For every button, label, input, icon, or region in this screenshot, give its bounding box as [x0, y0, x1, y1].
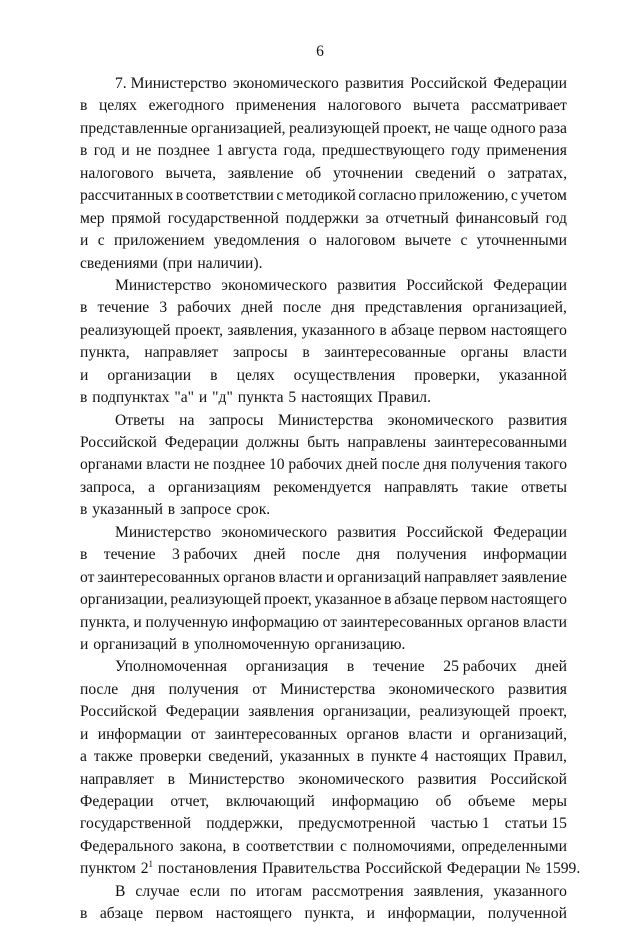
word: с [510, 187, 518, 205]
word: организациям [168, 478, 261, 496]
text-line [80, 522, 567, 544]
word: в [302, 344, 310, 362]
text-line [80, 858, 581, 880]
word: Российской [410, 75, 488, 92]
word: дня [423, 456, 447, 474]
word: дней [241, 299, 273, 317]
word: в [379, 321, 387, 339]
word: в [167, 770, 175, 788]
word: течение [372, 658, 425, 676]
word: Российской [406, 523, 484, 541]
word: проект, [383, 119, 432, 137]
word: реализующей [80, 321, 171, 339]
word: Федерации [493, 523, 567, 541]
word: целях [236, 366, 275, 384]
word: первом [155, 905, 204, 923]
word: дня [331, 299, 355, 317]
word: согласно [358, 187, 417, 205]
word: пункте 4 [370, 748, 429, 766]
word: информации [97, 725, 182, 743]
word: указанного [301, 321, 376, 339]
word: позднее [213, 456, 266, 474]
word: и [121, 142, 130, 160]
word: запросы [233, 344, 288, 362]
word: такие [471, 478, 509, 496]
word: сведений [414, 164, 476, 182]
word: экономического [388, 680, 495, 698]
word: организацией, [472, 299, 567, 317]
word: Федерации [493, 276, 567, 294]
word: закона, [179, 837, 227, 855]
word: пунктом $2^1$ постановления Правительства Российской Федерации № 1599. [80, 859, 581, 878]
word: в [175, 187, 184, 205]
word: органов [466, 613, 520, 631]
word: поддержки, [206, 815, 284, 833]
word: Федерации [493, 75, 567, 92]
word: проверки, [414, 366, 480, 384]
word: представления [364, 299, 463, 317]
word: полученную [145, 613, 228, 631]
word: на [179, 411, 195, 429]
word: пункта, [80, 613, 130, 631]
word: пункта, [80, 344, 130, 362]
word: Ответы [115, 411, 165, 429]
word: соответствии [185, 187, 274, 205]
word: организаций [337, 568, 421, 586]
word: в указанный в запросе срок. [80, 501, 271, 519]
word: год [545, 209, 567, 227]
word: реализующей [289, 119, 380, 137]
word: и [133, 613, 142, 631]
word: Правил, [513, 748, 567, 766]
text-line [80, 387, 567, 409]
word: в [80, 142, 88, 160]
text-line [80, 746, 567, 768]
word: первом [438, 321, 487, 339]
word: уведомления [213, 232, 300, 250]
text-line [80, 163, 567, 185]
word: налогового [80, 164, 154, 182]
text-line [80, 320, 567, 342]
word: полномочиями, [353, 837, 456, 855]
word: и [461, 725, 470, 743]
word: сведениями (при наличии). [80, 254, 263, 272]
document-body [80, 73, 581, 926]
word: меры [531, 793, 567, 810]
word: Российской [80, 434, 157, 451]
word: экономического [221, 276, 328, 294]
word: органов [223, 568, 276, 586]
word: развития [508, 680, 567, 698]
word: частью 1 [430, 815, 490, 833]
word: приложению, [418, 187, 509, 205]
word: заинтересованных [97, 568, 220, 586]
paragraph [80, 275, 567, 410]
word: указанных [279, 748, 350, 766]
word: 3 [159, 299, 168, 317]
word: после [80, 680, 119, 698]
word: рекомендуется [273, 478, 372, 496]
word: органами [80, 456, 143, 474]
word: за [365, 209, 379, 227]
word: также [93, 748, 133, 766]
word: в [356, 748, 365, 766]
word: должны [246, 434, 300, 451]
word: в [346, 658, 355, 676]
word: 7. Министерство [115, 75, 227, 92]
word: направляет [80, 770, 154, 788]
word: году [451, 142, 481, 160]
word: с [97, 232, 105, 250]
word: и [80, 366, 89, 384]
word: мер [80, 209, 105, 227]
word: если [189, 882, 220, 900]
text-line [80, 275, 567, 297]
word: целях [98, 97, 137, 115]
word: получения [396, 546, 467, 564]
word: ежегодного [148, 97, 225, 115]
word: организацией, [191, 119, 286, 137]
word: полученной [487, 905, 567, 923]
word: отчетный [385, 209, 449, 227]
word: власти [523, 613, 567, 631]
word: органов [346, 725, 399, 743]
word: 25 рабочих [443, 658, 517, 676]
word: с [460, 232, 468, 250]
text-line [80, 365, 567, 387]
word: Уполномоченная [115, 658, 228, 676]
word: случае [135, 882, 180, 900]
word: уточнении [333, 164, 404, 182]
word: 10 [268, 456, 285, 474]
word: абзаце [391, 321, 435, 339]
word: после [302, 546, 341, 564]
text-line [80, 410, 567, 432]
word: быть [307, 434, 340, 451]
word: развития [345, 75, 404, 92]
word: прямой [111, 209, 161, 227]
word: не [136, 142, 152, 160]
word: после [283, 299, 322, 317]
word: такого [524, 456, 567, 474]
word: и [325, 568, 335, 586]
word: Министерство [188, 770, 285, 788]
word: запросы [208, 411, 264, 429]
text-line [80, 813, 567, 835]
word: приложением [113, 232, 205, 250]
word: заинтересованными [434, 434, 567, 451]
word: рассматривает [471, 97, 567, 115]
paragraph [80, 881, 567, 926]
word: предшествующего [321, 142, 445, 160]
text-line [80, 297, 567, 319]
text-line [80, 544, 567, 566]
word: учетом [520, 187, 567, 205]
word: об [435, 793, 452, 810]
word: течение [97, 299, 150, 317]
word: направляет [424, 568, 499, 586]
word: Федерации [165, 703, 240, 721]
word: организация [245, 658, 329, 676]
word: запроса, [80, 478, 136, 496]
word: настоящего [490, 321, 567, 339]
word: затратах, [507, 164, 567, 182]
word: позднее [157, 142, 210, 160]
word: экономического [221, 523, 328, 541]
word: настоящих [435, 748, 507, 766]
word: Российской [490, 770, 567, 788]
word: развития [508, 411, 567, 429]
word: вычета [413, 97, 460, 115]
word: Российской [406, 276, 484, 294]
word: абзаце [99, 905, 144, 923]
word: финансовый [455, 209, 539, 227]
word: реализующей [170, 591, 262, 609]
word: Российской [80, 703, 157, 721]
word: реализующей [419, 703, 511, 721]
word: направляет [144, 344, 219, 362]
word: рассчитанных [80, 187, 174, 205]
paragraph [80, 410, 567, 522]
word: Министерства [280, 680, 376, 698]
word: о [308, 232, 317, 250]
word: заявления, [227, 321, 298, 339]
word: развития [417, 770, 477, 788]
text-line [80, 679, 567, 701]
word: Министерство [115, 523, 212, 541]
word: итогам [256, 882, 303, 900]
word: дней [535, 658, 567, 676]
word: заявления [248, 703, 315, 721]
word: рассмотрения [312, 882, 404, 900]
word: объеме [468, 793, 516, 810]
word: раза [539, 119, 567, 137]
word: проект, [175, 321, 223, 339]
text-line [80, 656, 567, 678]
word: настоящего [215, 905, 292, 923]
word: а [148, 478, 156, 496]
word: получения [450, 456, 521, 474]
word: власти [408, 725, 453, 743]
word: по [229, 882, 247, 900]
word: одного [490, 119, 536, 137]
word: в подпунктах "а" и "д" пункта 5 настоящих Правил. [80, 389, 431, 407]
word: отчет, [170, 793, 210, 810]
word: экономического [387, 411, 494, 429]
text-line [80, 477, 567, 499]
word: статьи 15 [504, 815, 567, 833]
word: направлять [384, 478, 459, 496]
word: вычета, [165, 164, 216, 182]
word: от [322, 613, 337, 631]
text-line [80, 185, 567, 207]
word: налоговом [326, 232, 396, 250]
word: государственной [167, 209, 279, 227]
word: заинтересованных [214, 725, 338, 743]
word: информацию [231, 613, 319, 631]
word: об [305, 164, 322, 182]
text-line [80, 140, 567, 162]
word: получения [168, 680, 239, 698]
word: ответы [521, 478, 567, 496]
paragraph [80, 656, 581, 880]
text-line [80, 634, 567, 656]
text-line [80, 769, 567, 791]
word: пункта, [304, 905, 355, 923]
text-line [80, 118, 567, 140]
text-line [80, 612, 567, 634]
word: 1 августа [216, 142, 278, 160]
word: указанное [314, 591, 382, 609]
text-line [80, 567, 567, 589]
word: уточненными [476, 232, 567, 250]
word: указанного [493, 882, 567, 900]
word: 3 рабочих [171, 546, 238, 564]
word: налогового [327, 97, 402, 115]
paragraph [80, 522, 567, 657]
text-line [80, 95, 567, 117]
word: власти [523, 344, 567, 362]
word: в [232, 837, 240, 855]
text-line [80, 724, 567, 746]
word: организаций, [479, 725, 567, 743]
word: дня [356, 546, 381, 564]
word: дней [254, 546, 286, 564]
word: применения [235, 97, 317, 115]
word: дней [346, 456, 378, 474]
word: развития [337, 523, 397, 541]
word: дня [131, 680, 156, 698]
word: и [80, 725, 89, 743]
word: в [210, 366, 218, 384]
word: информации [483, 546, 567, 564]
word: и [366, 905, 376, 923]
word: от [190, 725, 206, 743]
word: заинтересованные [324, 344, 446, 362]
word: соответствии [245, 837, 335, 855]
word: в [384, 591, 392, 609]
word: чаще [453, 119, 488, 137]
word: в [80, 546, 88, 564]
word: года, [283, 142, 316, 160]
word: власти [278, 568, 323, 586]
paragraph [80, 73, 567, 275]
word: Министерства [278, 411, 374, 429]
word: включающий [225, 793, 315, 810]
word: в [80, 905, 88, 923]
word: в [80, 97, 88, 115]
word: определенными [461, 837, 567, 855]
text-line [80, 454, 567, 476]
word: заявления, [413, 882, 484, 900]
text-line [80, 208, 567, 230]
word: организации, [323, 703, 411, 721]
word: после [381, 456, 420, 474]
word: органы [460, 344, 509, 362]
word: заявление [227, 164, 294, 182]
word: и [80, 232, 89, 250]
word: заинтересованных [340, 613, 464, 631]
word: от [80, 568, 95, 586]
text-line [80, 701, 567, 723]
text-line [80, 836, 567, 858]
word: и организаций в уполномоченную организацию. [80, 635, 406, 653]
word: о [487, 164, 496, 182]
word: не [434, 119, 450, 137]
word: методикой [285, 187, 356, 205]
word: проект, [263, 591, 312, 609]
word: с [340, 837, 347, 855]
word: осуществления [293, 366, 396, 384]
word: настоящего [490, 591, 567, 609]
footnote-superscript: 1 [148, 859, 154, 870]
word: проект, [519, 703, 567, 721]
word: сведений, [208, 748, 273, 766]
word: направлены [347, 434, 427, 451]
word: от [252, 680, 267, 698]
text-line [80, 73, 567, 95]
text-line [80, 499, 567, 521]
word: рабочих [177, 299, 232, 317]
word: указанной [499, 366, 567, 384]
text-line [80, 432, 567, 454]
word: Федерации [164, 434, 239, 451]
word: власти [146, 456, 191, 474]
word: заявление [501, 568, 567, 586]
word: с [276, 187, 284, 205]
word: развития [337, 276, 397, 294]
word: Федерации [80, 793, 154, 810]
word: организации, [80, 591, 168, 609]
text-line [80, 342, 567, 364]
word: организации [107, 366, 192, 384]
text-line [80, 230, 567, 252]
word: вычете [404, 232, 452, 250]
word: первом [440, 591, 488, 609]
page-number: 6 [316, 43, 324, 60]
word: экономического [233, 75, 339, 92]
word: в [80, 299, 88, 317]
word: информации, [387, 905, 476, 923]
word: государственной [80, 815, 192, 833]
word: предусмотренной [298, 815, 416, 833]
text-line [80, 791, 567, 813]
word: год [93, 142, 115, 160]
text-line [80, 589, 567, 611]
word: абзаце [394, 591, 438, 609]
word: информацию [331, 793, 419, 810]
word: Федерального [80, 837, 174, 855]
text-line [80, 903, 567, 925]
word: течение [103, 546, 156, 564]
word: поддержки [285, 209, 359, 227]
text-line [80, 881, 567, 903]
word: Министерство [115, 276, 212, 294]
word: не [193, 456, 210, 474]
text-line [80, 253, 567, 275]
word: проверки [139, 748, 202, 766]
word: экономического [298, 770, 405, 788]
word: применения [486, 142, 567, 160]
word: рабочих [288, 456, 343, 474]
word: В [115, 882, 126, 900]
word: а [80, 748, 87, 766]
word: представленные [80, 119, 188, 137]
